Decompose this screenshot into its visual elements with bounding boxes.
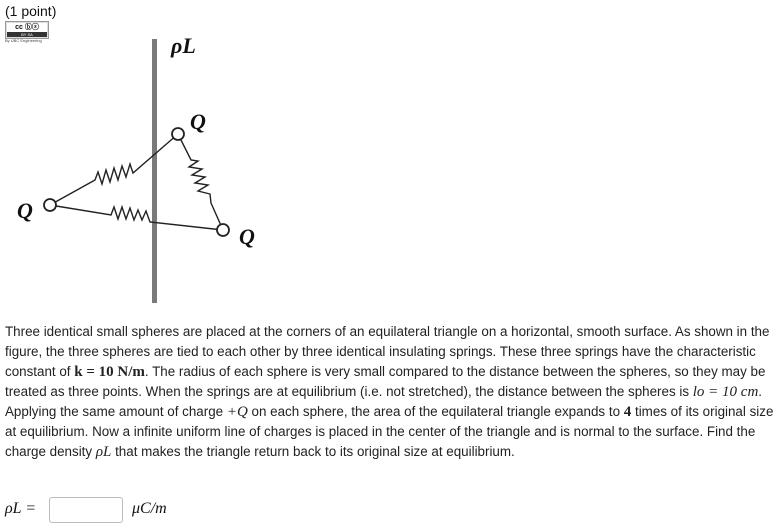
q-expression: +Q (226, 404, 248, 420)
charge-label-top: Q (190, 109, 206, 134)
n-expression: 4 (623, 404, 632, 420)
charge-label-left: Q (17, 198, 33, 223)
line-charge-label: ρL (171, 33, 196, 58)
answer-unit: μC/m (132, 500, 167, 517)
problem-part-5: times of its original size at equilibrium. Now a infinite uniform line of charges is placed in the center of the triangle and is normal to the surface. Find the charge density (5, 404, 774, 459)
points-label: (1 point) (5, 3, 57, 19)
rho-expression: ρL (95, 444, 112, 460)
cc-license-badge[interactable] (5, 21, 49, 39)
problem-part-4: on each sphere, the area of the equilateral triangle expands to (247, 404, 624, 419)
sphere-bottom-right (217, 224, 229, 236)
license-byline: By UBC Engineering (5, 38, 42, 43)
problem-text (5, 322, 780, 462)
problem-part-3: . Applying the same amount of charge (5, 384, 763, 419)
problem-part-6: that makes the triangle return back to its original size at equilibrium. (111, 444, 515, 459)
answer-input[interactable] (49, 497, 123, 523)
answer-row (5, 497, 405, 525)
k-expression: k = 10 N/m (74, 364, 145, 380)
answer-lhs: ρL = (5, 500, 37, 517)
problem-figure (5, 21, 269, 307)
sphere-left (44, 199, 56, 211)
cc-badge-top: cc ⓑⓢ (7, 23, 47, 32)
line-charge-rod (152, 39, 157, 303)
charge-label-bottom-right: Q (239, 224, 255, 249)
figure-svg (5, 21, 269, 307)
problem-part-1: Three identical small spheres are placed at the corners of an equilateral triangle on a horizontal, smooth surface. As shown in the figure, the three spheres are tied to each other by three identical insulating springs. These three springs have the characteristic constant of (5, 324, 770, 379)
problem-part-2: . The radius of each sphere is very small compared to the distance between the spheres, so they may be treated as three points. When the springs are at equilibrium (i.e. not stretched), the distance between the spheres is (5, 364, 766, 399)
cc-badge-bottom: BY SA (7, 32, 47, 37)
lo-expression: lo = 10 cm (692, 384, 759, 400)
figure-background (5, 21, 269, 307)
sphere-top (172, 128, 184, 140)
